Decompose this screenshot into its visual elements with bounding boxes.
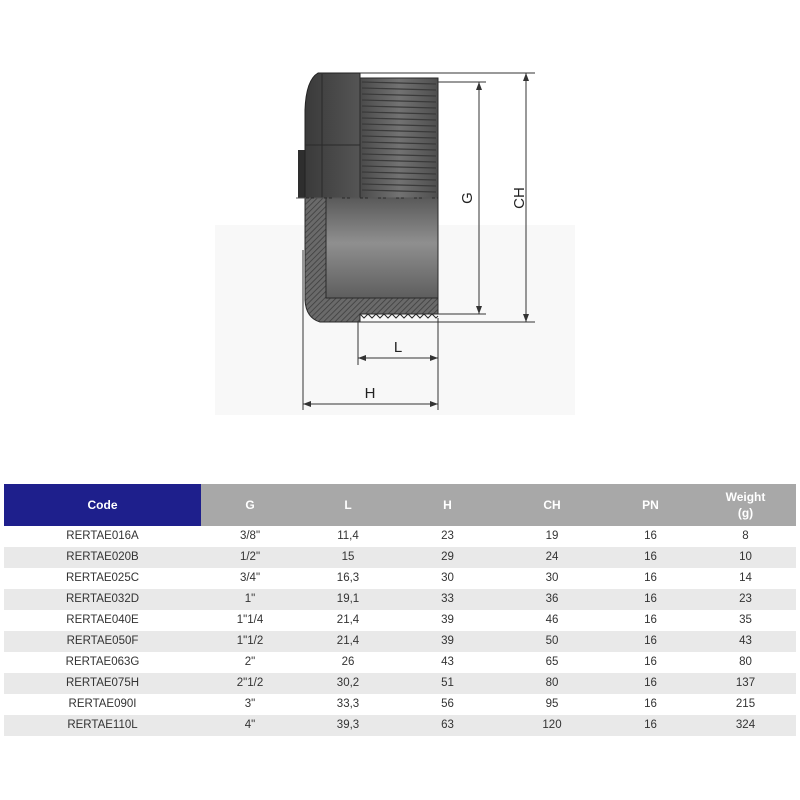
specification-table xyxy=(4,484,796,736)
cell-h: 30 xyxy=(397,568,498,589)
dimension-label-ch: CH xyxy=(511,187,528,209)
cell-g: 3/8" xyxy=(201,526,299,547)
header-h: H xyxy=(397,484,498,526)
cell-weight: 80 xyxy=(695,652,796,673)
header-code: Code xyxy=(4,484,201,526)
dimension-label-h: H xyxy=(364,385,376,402)
cell-l: 16,3 xyxy=(299,568,397,589)
table-header-row xyxy=(4,484,796,526)
cell-code: RERTAE016A xyxy=(4,526,201,547)
cell-l: 30,2 xyxy=(299,673,397,694)
cell-g: 1"1/4 xyxy=(201,610,299,631)
cell-ch: 95 xyxy=(498,694,606,715)
dimension-label-l: L xyxy=(393,339,403,356)
cell-weight: 137 xyxy=(695,673,796,694)
cell-ch: 46 xyxy=(498,610,606,631)
table-row xyxy=(4,715,796,736)
cell-code: RERTAE020B xyxy=(4,547,201,568)
cell-code: RERTAE040E xyxy=(4,610,201,631)
cell-g: 2" xyxy=(201,652,299,673)
cell-code: RERTAE075H xyxy=(4,673,201,694)
cell-l: 21,4 xyxy=(299,631,397,652)
cell-g: 1" xyxy=(201,589,299,610)
cell-pn: 16 xyxy=(606,568,695,589)
cell-pn: 16 xyxy=(606,715,695,736)
cell-pn: 16 xyxy=(606,631,695,652)
cell-g: 1"1/2 xyxy=(201,631,299,652)
cell-h: 51 xyxy=(397,673,498,694)
cell-h: 56 xyxy=(397,694,498,715)
cell-ch: 50 xyxy=(498,631,606,652)
table-row xyxy=(4,631,796,652)
header-g: G xyxy=(201,484,299,526)
dimension-label-g: G xyxy=(459,192,476,204)
cell-code: RERTAE032D xyxy=(4,589,201,610)
cell-ch: 80 xyxy=(498,673,606,694)
table-row xyxy=(4,652,796,673)
cell-pn: 16 xyxy=(606,694,695,715)
cell-g: 3" xyxy=(201,694,299,715)
cell-g: 4" xyxy=(201,715,299,736)
cell-ch: 36 xyxy=(498,589,606,610)
cell-weight: 8 xyxy=(695,526,796,547)
cell-pn: 16 xyxy=(606,610,695,631)
cell-code: RERTAE090I xyxy=(4,694,201,715)
table-row xyxy=(4,610,796,631)
cell-l: 26 xyxy=(299,652,397,673)
cell-g: 1/2" xyxy=(201,547,299,568)
cell-weight: 324 xyxy=(695,715,796,736)
cell-ch: 65 xyxy=(498,652,606,673)
cell-ch: 19 xyxy=(498,526,606,547)
table-row xyxy=(4,526,796,547)
fitting-section-half xyxy=(305,198,438,322)
header-l: L xyxy=(299,484,397,526)
cell-code: RERTAE110L xyxy=(4,715,201,736)
table-row xyxy=(4,589,796,610)
cell-code: RERTAE025C xyxy=(4,568,201,589)
cell-l: 15 xyxy=(299,547,397,568)
cell-h: 23 xyxy=(397,526,498,547)
cell-pn: 16 xyxy=(606,652,695,673)
cell-ch: 120 xyxy=(498,715,606,736)
cell-h: 29 xyxy=(397,547,498,568)
cell-weight: 14 xyxy=(695,568,796,589)
cell-pn: 16 xyxy=(606,673,695,694)
cell-h: 39 xyxy=(397,631,498,652)
cell-pn: 16 xyxy=(606,589,695,610)
cell-pn: 16 xyxy=(606,526,695,547)
cell-g: 2"1/2 xyxy=(201,673,299,694)
header-ch: CH xyxy=(498,484,606,526)
cell-code: RERTAE063G xyxy=(4,652,201,673)
table-row xyxy=(4,673,796,694)
cell-l: 39,3 xyxy=(299,715,397,736)
cell-code: RERTAE050F xyxy=(4,631,201,652)
cell-pn: 16 xyxy=(606,547,695,568)
cell-h: 63 xyxy=(397,715,498,736)
table-body xyxy=(4,526,796,736)
cell-h: 43 xyxy=(397,652,498,673)
header-weight: Weight (g) xyxy=(695,484,796,526)
cell-l: 21,4 xyxy=(299,610,397,631)
cell-h: 33 xyxy=(397,589,498,610)
cell-l: 11,4 xyxy=(299,526,397,547)
cell-weight: 10 xyxy=(695,547,796,568)
header-pn: PN xyxy=(606,484,695,526)
cell-weight: 215 xyxy=(695,694,796,715)
table-row xyxy=(4,694,796,715)
cell-l: 19,1 xyxy=(299,589,397,610)
cell-ch: 30 xyxy=(498,568,606,589)
cell-weight: 35 xyxy=(695,610,796,631)
cell-weight: 43 xyxy=(695,631,796,652)
fitting-exterior-half xyxy=(298,73,438,198)
table-row xyxy=(4,547,796,568)
cell-ch: 24 xyxy=(498,547,606,568)
cell-h: 39 xyxy=(397,610,498,631)
cell-g: 3/4" xyxy=(201,568,299,589)
cell-l: 33,3 xyxy=(299,694,397,715)
table-row xyxy=(4,568,796,589)
cell-weight: 23 xyxy=(695,589,796,610)
